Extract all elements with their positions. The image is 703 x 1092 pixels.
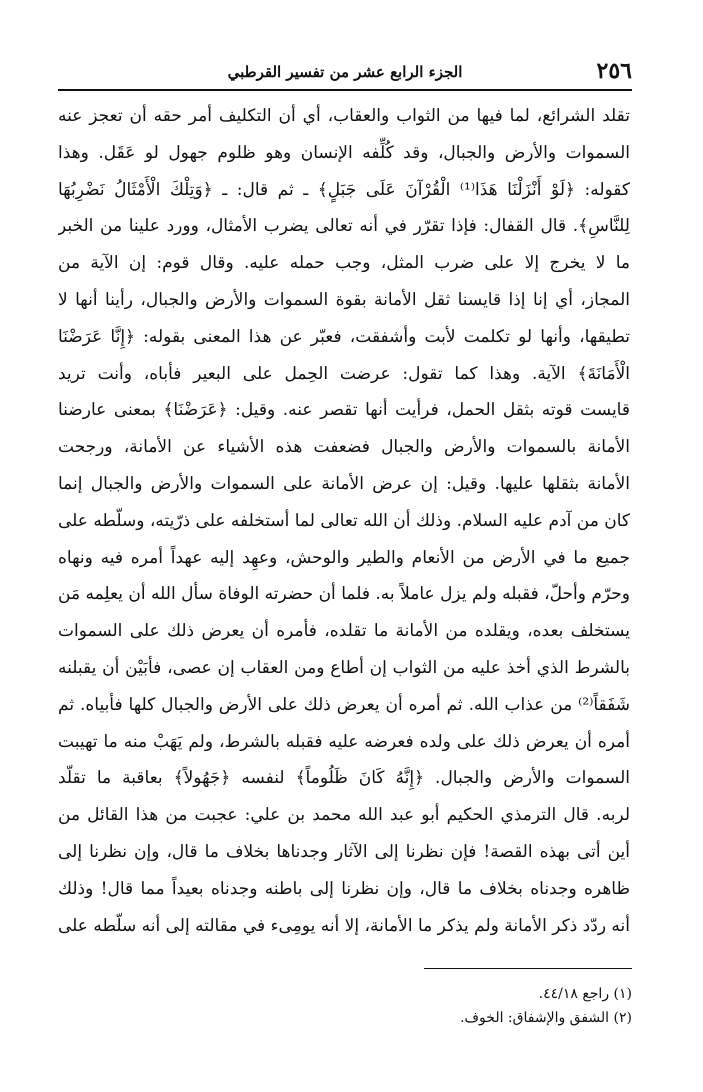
- text-line: شَفَقاً⁽²⁾ من عذاب الله. ثم أمره أن يعرض ذلك على الأرض والجبال كلها فأبياه. ثم: [58, 694, 630, 715]
- text-line: وحرّم وأحلّ، فقبله ولم يزل عاملاً به. فلما أن حضرته الوفاة سأل الله أن يعلِمه مَن: [58, 584, 630, 605]
- text-line: ظاهره وجدناه بخلاف ما قال، وإن نظرنا إلى باطنه وجدناه بعيداً مما قال! وذلك: [58, 878, 630, 899]
- text-line: ما لا يخرج إلا على ضرب المثل، وجب حمله عليه. وقال قوم: إن الآية من: [58, 253, 630, 274]
- text-line: كقوله: ﴿لَوْ أَنْزَلْنَا هَذَا⁽¹⁾ الْقُرْآنَ عَلَى جَبَلٍ﴾ ـ ثم قال: ـ ﴿وَتِلْكَ الْأَمْثَالُ نَضْرِبُهَا: [58, 179, 630, 200]
- footnotes: [232, 982, 632, 1030]
- header-rule: [58, 89, 632, 91]
- footnote-rule: [424, 968, 632, 969]
- body-text: [58, 98, 630, 944]
- text-line: الْأَمَانَةَ﴾ الآية. وهذا كما تقول: عرضت الحِمل على البعير فأباه، وأنت تريد: [58, 363, 630, 384]
- text-line: جميع ما في الأرض من الأنعام والطير والوحش، وعهِد إليه عهداً أمره فيه ونهاه: [58, 547, 630, 568]
- text-line: السموات والأرض والجبال. ﴿إِنَّهُ كَانَ ظَلُوماً﴾ لنفسه ﴿جَهُولاً﴾ بعاقبة ما تقلّد: [58, 768, 630, 789]
- text-line: تقلد الشرائع، لما فيها من الثواب والعقاب، أي أن التكليف أمر حقه أن تعجز عنه: [58, 106, 630, 126]
- text-line: كان من آدم عليه السلام. وذلك أن الله تعالى لما أستخلفه على ذرّيته، وسلّطه على: [58, 510, 630, 531]
- text-line: المجاز، أي إنا إذا قايسنا ثقل الأمانة بقوة السموات والأرض والجبال، رأينا أنها لا: [58, 289, 630, 310]
- text-line: لربه. قال الترمذي الحكيم أبو عبد الله محمد بن علي: عجبت من هذا القائل من: [58, 805, 630, 826]
- text-line: الأمانة بثقلها عليها. وقيل: إن عرض الأمانة على السموات والأرض والجبال إنما: [58, 473, 630, 494]
- page-number: ٢٥٦: [596, 58, 632, 84]
- text-line: السموات والأرض والجبال، وقد كُلِّفه الإنسان وهو ظلوم جهول لو عَقَل. وهذا: [58, 142, 630, 163]
- text-line: الأمانة بالسموات والأرض والجبال فضعفت هذه الأشياء عن الأمانة، ورجحت: [58, 437, 630, 458]
- text-line: تطيقها، وأنها لو تكلمت لأبت وأشفقت، فعبّر عن هذا المعنى بقوله: ﴿إِنَّا عَرَضْنَا: [58, 326, 630, 347]
- text-line: أنه ردّد ذكر الأمانة ولم يذكر ما الأمانة، إلا أنه يومِىء في مقالته إلى أنه سلّطه على: [58, 915, 630, 936]
- text-line: أمره أن يعرض ذلك على ولده فعرضه عليه فقبله بالشرط، ولم يَهَبْ منه ما تهيبت: [58, 731, 630, 752]
- text-line: لِلنَّاسِ﴾. قال القفال: فإذا تقرّر في أنه تعالى يضرب الأمثال، وورد علينا من الخبر: [58, 216, 630, 237]
- footnote-1: (١) راجع ٤٤/١٨.: [538, 986, 632, 1002]
- text-line: أين أتى بهذه القصة! فإن نظرنا إلى الآثار وجدناها بخلاف ما قال، وإن نظرنا إلى: [58, 841, 630, 862]
- text-line: قايست قوته بثقل الحمل، فرأيت أنها تقصر عنه. وقيل: ﴿عَرَضْنَا﴾ بمعنى عارضنا: [58, 400, 630, 421]
- text-line: بالشرط الذي أخذ عليه من الثواب إن أطاع ومن العقاب إن عصى، فأبَيْن أن يقبلنه: [58, 657, 630, 678]
- footnote-2: (٢) الشفق والإشفاق: الخوف.: [460, 1010, 632, 1026]
- running-title: الجزء الرابع عشر من تفسير القرطبي: [227, 63, 463, 81]
- text-line: يستخلف بعده، ويقلده من الأمانة ما تقلده، فأمره أن يعرض ذلك على السموات: [58, 621, 630, 642]
- page-header: [58, 56, 632, 90]
